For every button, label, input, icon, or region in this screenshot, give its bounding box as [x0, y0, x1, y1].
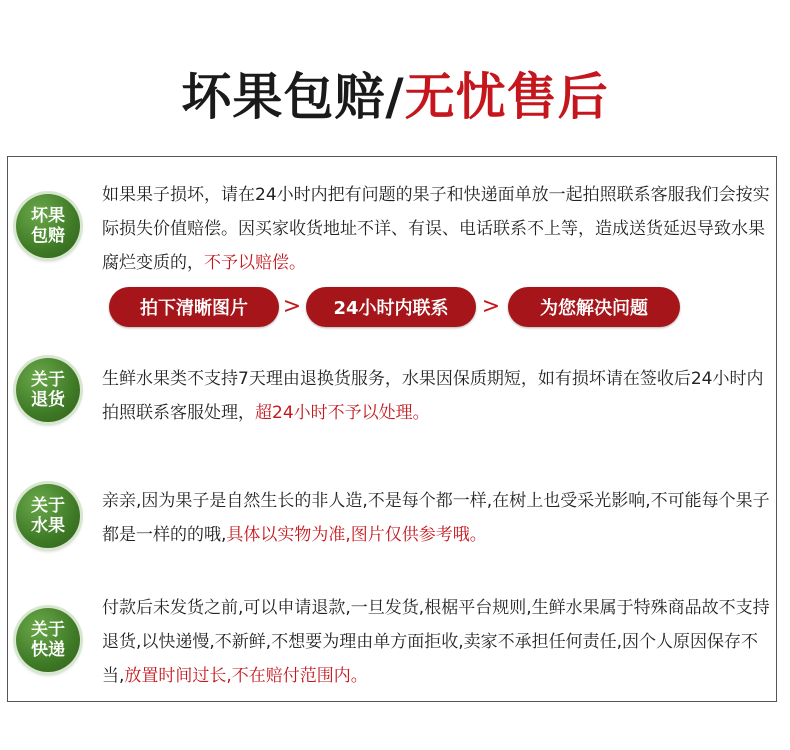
section-highlight: 放置时间过长,不在赔付范围内。 [124, 666, 368, 686]
step-pill-contact: 24小时内联系 [306, 287, 476, 327]
badge-about-delivery [16, 608, 80, 672]
section-highlight: 不予以赔偿。 [204, 253, 306, 273]
badge-about-returns [16, 358, 80, 422]
badge-line-1: 坏果 [31, 206, 65, 226]
section-text-damage [102, 178, 772, 280]
step-arrow-1: > [282, 294, 302, 319]
section-body: 如果果子损坏，请在24小时内把有问题的果子和快递面单放一起拍照联系客服我们会按实际损失价值赔偿。因买家收货地址不详、有误、电话联系不上等，造成送货延迟导致水果腐烂变质的， [102, 185, 770, 273]
step-pill-solve: 为您解决问题 [508, 287, 680, 327]
section-text-fruit [102, 484, 772, 552]
title-part-2: 无忧售后 [404, 68, 609, 126]
section-highlight: 具体以实物为准,图片仅供参考哦。 [226, 525, 487, 545]
page-title [0, 62, 790, 132]
section-highlight: 超24小时不予以处理。 [255, 403, 430, 423]
badge-about-fruit [16, 484, 80, 548]
section-body: 付款后未发货之前,可以申请退款,一旦发货,根椐平台规则,生鲜水果属于特殊商品故不支持退货,以快递慢,不新鲜,不想要为理由单方面拒收,卖家不承担任何责任,因个人原因保存不当, [102, 598, 770, 686]
step-arrow-2: > [481, 294, 501, 319]
badge-line-2: 快递 [31, 640, 65, 660]
section-body: 生鲜水果类不支持7天理由退换货服务，水果因保质期短，如有损坏请在签收后24小时内拍照联系客服处理， [102, 369, 764, 423]
title-part-1: 坏果包赔 [181, 68, 386, 126]
section-body: 亲亲,因为果子是自然生长的非人造,不是每个都一样,在树上也受采光影响,不可能每个果子都是一样的的哦, [102, 491, 770, 545]
badge-line-1: 关于 [31, 370, 65, 390]
section-text-returns [102, 362, 778, 430]
badge-line-2: 退货 [31, 390, 65, 410]
title-separator: / [385, 68, 405, 126]
badge-line-1: 关于 [31, 496, 65, 516]
badge-line-2: 水果 [31, 516, 65, 536]
badge-line-2: 包赔 [31, 226, 65, 246]
badge-line-1: 关于 [31, 620, 65, 640]
badge-damage-compensation [16, 194, 80, 258]
section-text-delivery [102, 591, 772, 693]
step-pill-photo: 拍下清晰图片 [109, 287, 279, 327]
